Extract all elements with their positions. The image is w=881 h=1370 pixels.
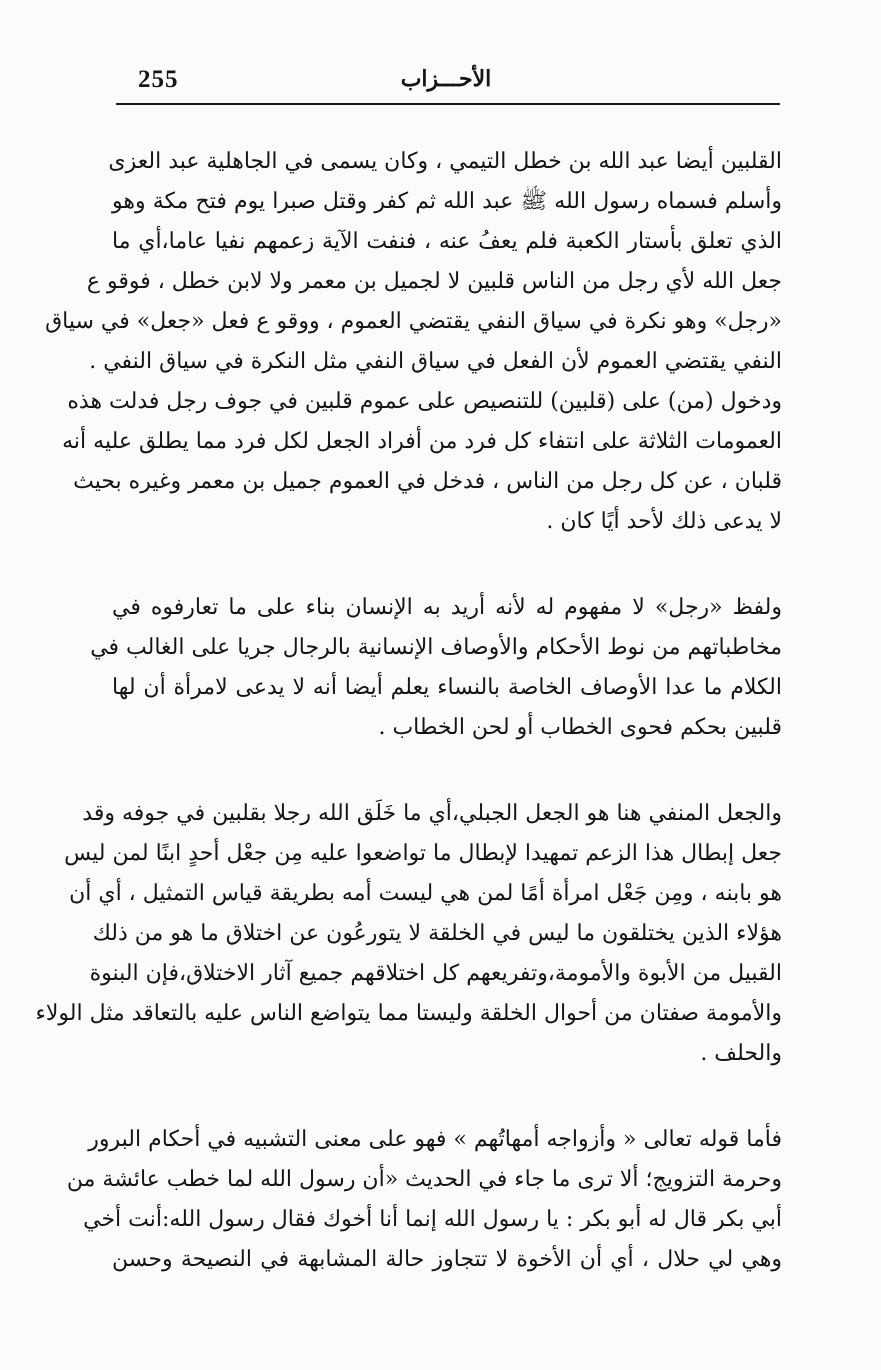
text-line: جعل إبطال هذا الزعم تمهيدا لإبطال ما تواضعوا عليه مِن جعْل أحدٍ ابنًا لمن ليس — [64, 841, 782, 866]
paragraph-4 — [66, 1120, 782, 1280]
text-line: فأما قوله تعالى « وأزواجه أمهاتُهم » فهو على معنى التشبيه في أحكام البرور — [88, 1127, 782, 1152]
text-line: هؤلاء الذين يختلقون ما ليس في الخلقة لا يتورعُون عن اختلاق ما هو من ذلك — [92, 921, 782, 946]
text-line: وهي لي حلال ، أي أن الأخوة لا تتجاوز حالة المشابهة في النصيحة وحسن — [112, 1247, 782, 1272]
text-line: القلبين أيضا عبد الله بن خطل التيمي ، وكان يسمى في الجاهلية عبد العزى — [108, 149, 782, 174]
text-line: مخاطباتهم من نوط الأحكام والأوصاف الإنسانية بالرجال جريا على الغالب في — [90, 635, 782, 660]
text-line: ودخول (من) على (قلبين) للتنصيص على عموم قلبين في جوف رجل فدلت هذه — [67, 389, 782, 414]
paragraph-3 — [35, 794, 782, 1074]
text-line: قلبين بحكم فحوى الخطاب أو لحن الخطاب . — [378, 715, 782, 740]
text-line: ولفظ «رجل» لا مفهوم له لأنه أريد به الإنسان بناء على ما تعارفوه في — [112, 595, 782, 620]
text-line: والحلف . — [700, 1041, 782, 1066]
page-number: 255 — [138, 66, 179, 93]
paragraph-1 — [45, 142, 782, 542]
text-line: الذي تعلق بأستار الكعبة فلم يعفُ عنه ، فنفت الآية زعمهم نفيا عاما،أي ما — [112, 229, 782, 254]
text-line: والجعل المنفي هنا هو الجعل الجبلي،أي ما خَلَق الله رجلا بقلبين في جوفه وقد — [82, 801, 782, 826]
text-line: العمومات الثلاثة على انتفاء كل فرد من أفراد الجعل لكل فرد مما يطلق عليه أنه — [62, 429, 782, 454]
text-line: القبيل من الأبوة والأمومة،وتفريعهم كل اختلاقهم جميع آثار الاختلاق،فإن البنوة — [89, 961, 782, 986]
text-line: النفي يقتضي العموم لأن الفعل في سياق النفي مثل النكرة في سياق النفي . — [89, 349, 782, 374]
text-line: لا يدعى ذلك لأحد أيًا كان . — [546, 509, 782, 534]
header-rule — [116, 103, 780, 105]
text-line: قلبان ، عن كل رجل من الناس ، فدخل في العموم جميل بن معمر وغيره بحيث — [73, 469, 782, 494]
running-title: الأحـــزاب — [400, 66, 492, 92]
text-line: هو بابنه ، ومِن جَعْل امرأة أمًا لمن هي ليست أمه بطريقة قياس التمثيل ، أي أن — [69, 881, 782, 906]
text-line: أبي بكر قال له أبو بكر : يا رسول الله إنما أنا أخوك فقال رسول الله:أنت أخي — [83, 1207, 782, 1232]
text-line: «رجل» وهو نكرة في سياق النفي يقتضي العموم ، ووقو ع فعل «جعل» في سياق — [45, 309, 782, 334]
text-line: وحرمة التزويج؛ ألا ترى ما جاء في الحديث «أن رسول الله لما خطب عائشة من — [66, 1167, 782, 1192]
body-text — [35, 142, 782, 1280]
text-line: وأسلم فسماه رسول الله ﷺ عبد الله ثم كفر وقتل صبرا يوم فتح مكة وهو — [112, 189, 782, 214]
page-header — [116, 66, 778, 102]
text-line: الكلام ما عدا الأوصاف الخاصة بالنساء يعلم أيضا أنه لا يدعى لامرأة أن لها — [112, 675, 782, 700]
text-line: جعل الله لأي رجل من الناس قلبين لا لجميل بن معمر ولا لابن خطل ، فوقو ع — [86, 269, 782, 294]
paragraph-2 — [90, 588, 782, 748]
text-line: والأمومة صفتان من أحوال الخلقة وليستا مما يتواضع الناس عليه بالتعاقد مثل الولاء — [35, 1001, 782, 1026]
